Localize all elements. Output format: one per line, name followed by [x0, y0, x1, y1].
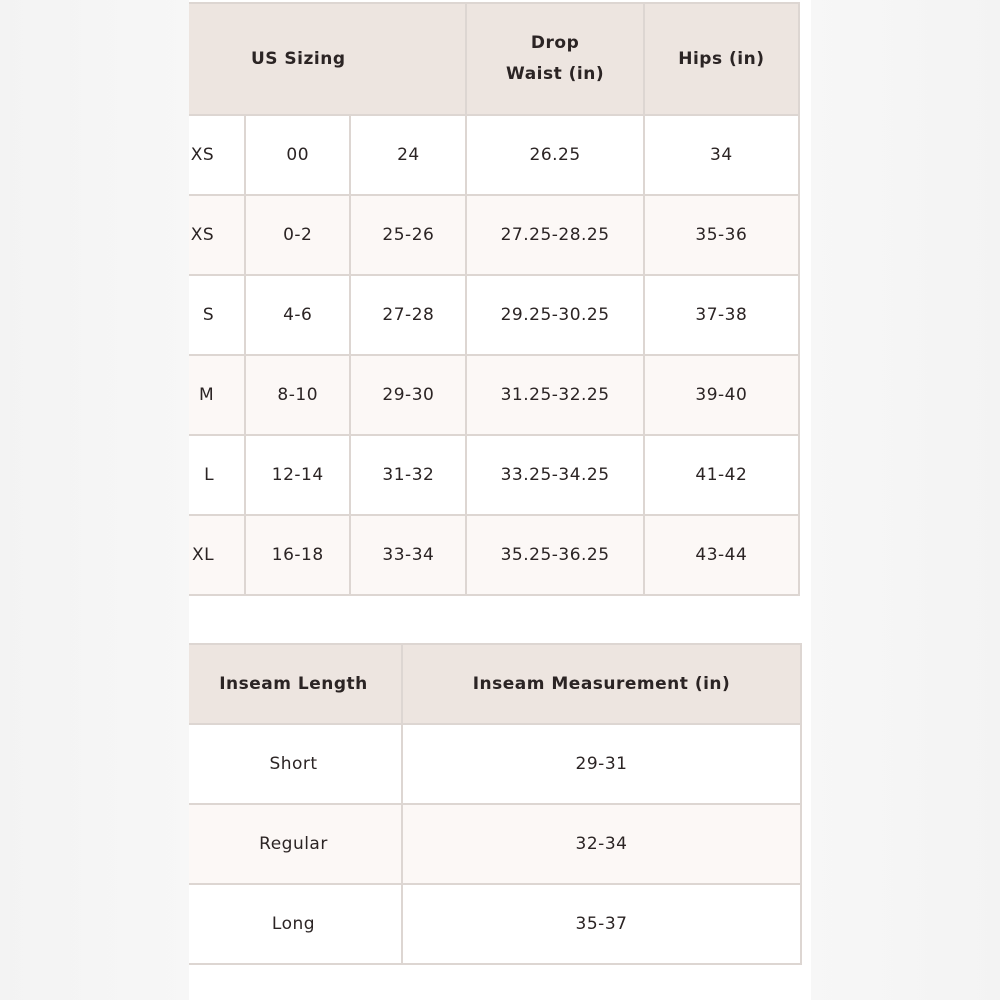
waist-size-cell: 33-34 — [350, 515, 466, 595]
inseam-measurement-cell: 32-34 — [402, 804, 801, 884]
header-drop-waist-line2: Waist (in) — [506, 64, 605, 84]
size-cell: XS — [189, 115, 245, 195]
waist-size-cell: 29-30 — [350, 355, 466, 435]
hips-cell: 37-38 — [644, 275, 799, 355]
size-cell: XS — [189, 195, 245, 275]
table-row — [189, 804, 801, 884]
header-us-sizing: US Sizing — [189, 3, 466, 115]
inseam-table-header-row — [189, 644, 801, 724]
drop-waist-cell: 33.25-34.25 — [466, 435, 643, 515]
hips-cell: 34 — [644, 115, 799, 195]
size-cell: S — [189, 275, 245, 355]
size-cell: L — [189, 435, 245, 515]
table-row — [189, 195, 799, 275]
drop-waist-cell: 31.25-32.25 — [466, 355, 643, 435]
size-cell: XL — [189, 515, 245, 595]
waist-size-cell: 31-32 — [350, 435, 466, 515]
drop-waist-cell: 35.25-36.25 — [466, 515, 643, 595]
header-inseam-measurement: Inseam Measurement (in) — [402, 644, 801, 724]
inseam-measurement-cell: 35-37 — [402, 884, 801, 964]
inseam-length-cell: Short — [189, 724, 402, 804]
us-size-cell: 4-6 — [245, 275, 350, 355]
drop-waist-cell: 29.25-30.25 — [466, 275, 643, 355]
hips-cell: 43-44 — [644, 515, 799, 595]
us-size-cell: 8-10 — [245, 355, 350, 435]
table-row — [189, 884, 801, 964]
us-size-cell: 0-2 — [245, 195, 350, 275]
header-inseam-length: Inseam Length — [189, 644, 402, 724]
waist-size-cell: 25-26 — [350, 195, 466, 275]
us-size-cell: 00 — [245, 115, 350, 195]
table-row — [189, 515, 799, 595]
header-hips: Hips (in) — [644, 3, 799, 115]
size-cell: M — [189, 355, 245, 435]
hips-cell: 39-40 — [644, 355, 799, 435]
hips-cell: 35-36 — [644, 195, 799, 275]
size-table-header-row — [189, 3, 799, 115]
table-row — [189, 724, 801, 804]
inseam-length-cell: Regular — [189, 804, 402, 884]
us-size-cell: 16-18 — [245, 515, 350, 595]
header-drop-waist-line1: Drop — [530, 33, 580, 53]
table-row — [189, 435, 799, 515]
hips-cell: 41-42 — [644, 435, 799, 515]
table-row — [189, 275, 799, 355]
size-chart-panel — [189, 0, 811, 1000]
inseam-table — [189, 643, 802, 965]
header-drop-waist — [466, 3, 643, 115]
inseam-length-cell: Long — [189, 884, 402, 964]
waist-size-cell: 24 — [350, 115, 466, 195]
waist-size-cell: 27-28 — [350, 275, 466, 355]
drop-waist-cell: 27.25-28.25 — [466, 195, 643, 275]
inseam-measurement-cell: 29-31 — [402, 724, 801, 804]
drop-waist-cell: 26.25 — [466, 115, 643, 195]
us-size-cell: 12-14 — [245, 435, 350, 515]
table-row — [189, 115, 799, 195]
table-row — [189, 355, 799, 435]
size-chart-table — [189, 2, 800, 596]
